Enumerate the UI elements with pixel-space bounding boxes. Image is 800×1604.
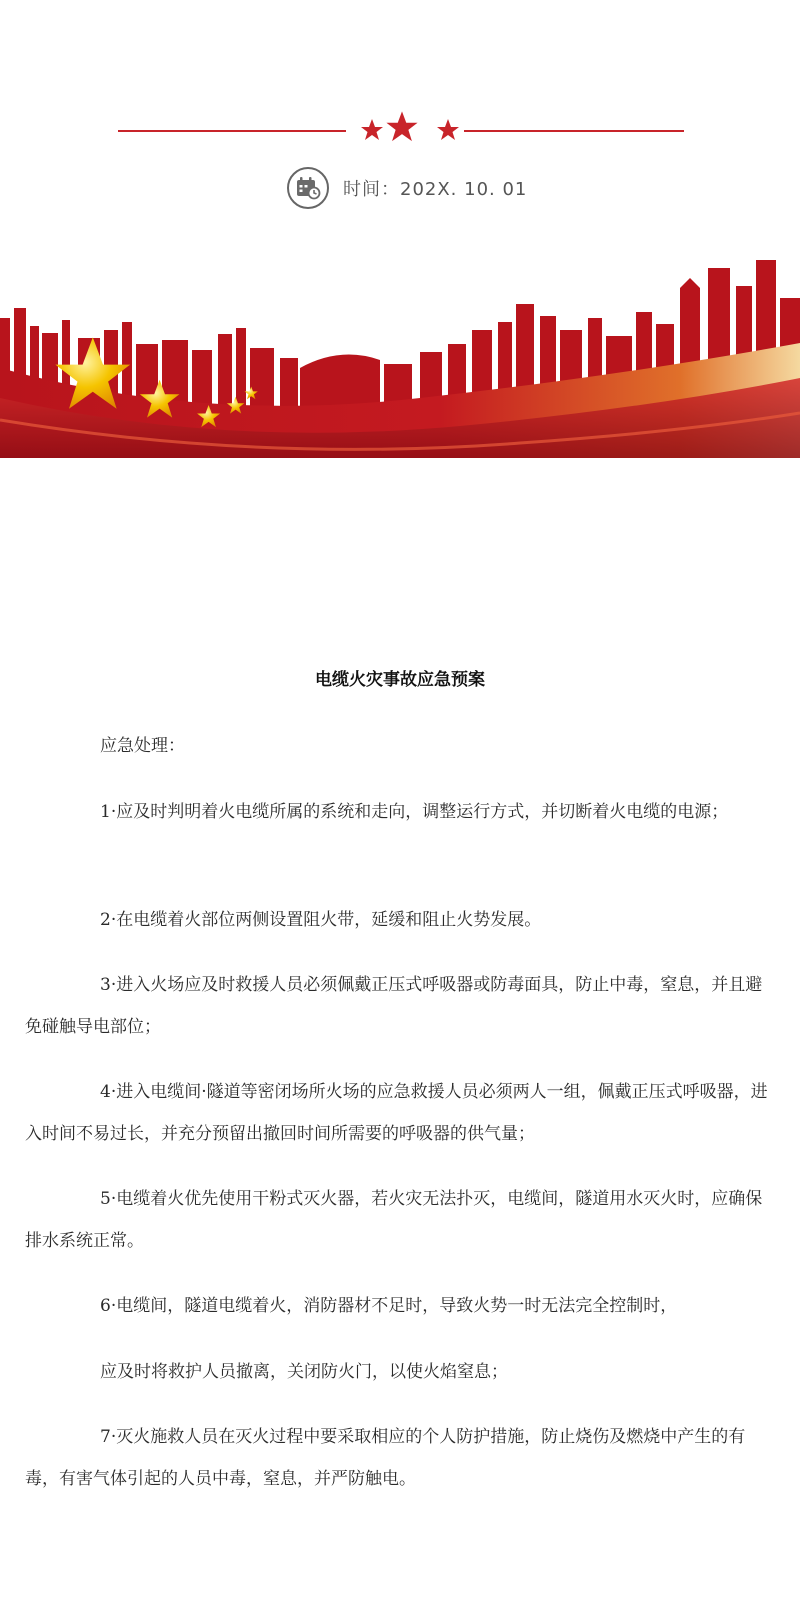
star-icon bbox=[436, 118, 460, 142]
calendar-icon bbox=[295, 176, 321, 200]
decor-line-right bbox=[464, 130, 684, 132]
paragraph-item: 7·灭火施救人员在灭火过程中要采取相应的个人防护措施，防止烧伤及燃烧中产生的有毒，有害气体引起的人员中毒，窒息，并严防触电。 bbox=[25, 1427, 746, 1489]
paragraph-heading: 应急处理： bbox=[100, 736, 185, 756]
paragraph-item: 3·进入火场应及时救援人员必须佩戴正压式呼吸器或防毒面具，防止中毒，窒息，并且避免碰触导电部位； bbox=[25, 975, 763, 1037]
paragraph-item: 6·电缆间，隧道电缆着火，消防器材不足时，导致火势一时无法完全控制时， bbox=[100, 1296, 678, 1316]
document-title: 电缆火灾事故应急预案 bbox=[315, 670, 485, 690]
star-icon bbox=[360, 118, 384, 142]
paragraph-item: 2·在电缆着火部位两侧设置阻火带，延缓和阻止火势发展。 bbox=[100, 910, 542, 930]
paragraph-item: 应及时将救护人员撤离，关闭防火门，以使火焰窒息； bbox=[100, 1362, 508, 1382]
publish-date: 时间：202X. 10. 01 bbox=[343, 179, 528, 200]
calendar-icon-badge bbox=[287, 167, 329, 209]
city-skyline-banner bbox=[0, 248, 800, 458]
paragraph-item: 5·电缆着火优先使用干粉式灭火器，若火灾无法扑灭，电缆间，隧道用水灭火时，应确保排水系统正常。 bbox=[25, 1189, 763, 1251]
decor-line-left bbox=[118, 130, 346, 132]
date-row bbox=[287, 166, 527, 210]
paragraph-item: 1·应及时判明着火电缆所属的系统和走向，调整运行方式，并切断着火电缆的电源； bbox=[100, 802, 729, 822]
star-icon bbox=[385, 110, 419, 144]
paragraph-item: 4·进入电缆间·隧道等密闭场所火场的应急救援人员必须两人一组，佩戴正压式呼吸器，进入时间不易过长，并充分预留出撤回时间所需要的呼吸器的供气量； bbox=[25, 1082, 768, 1144]
